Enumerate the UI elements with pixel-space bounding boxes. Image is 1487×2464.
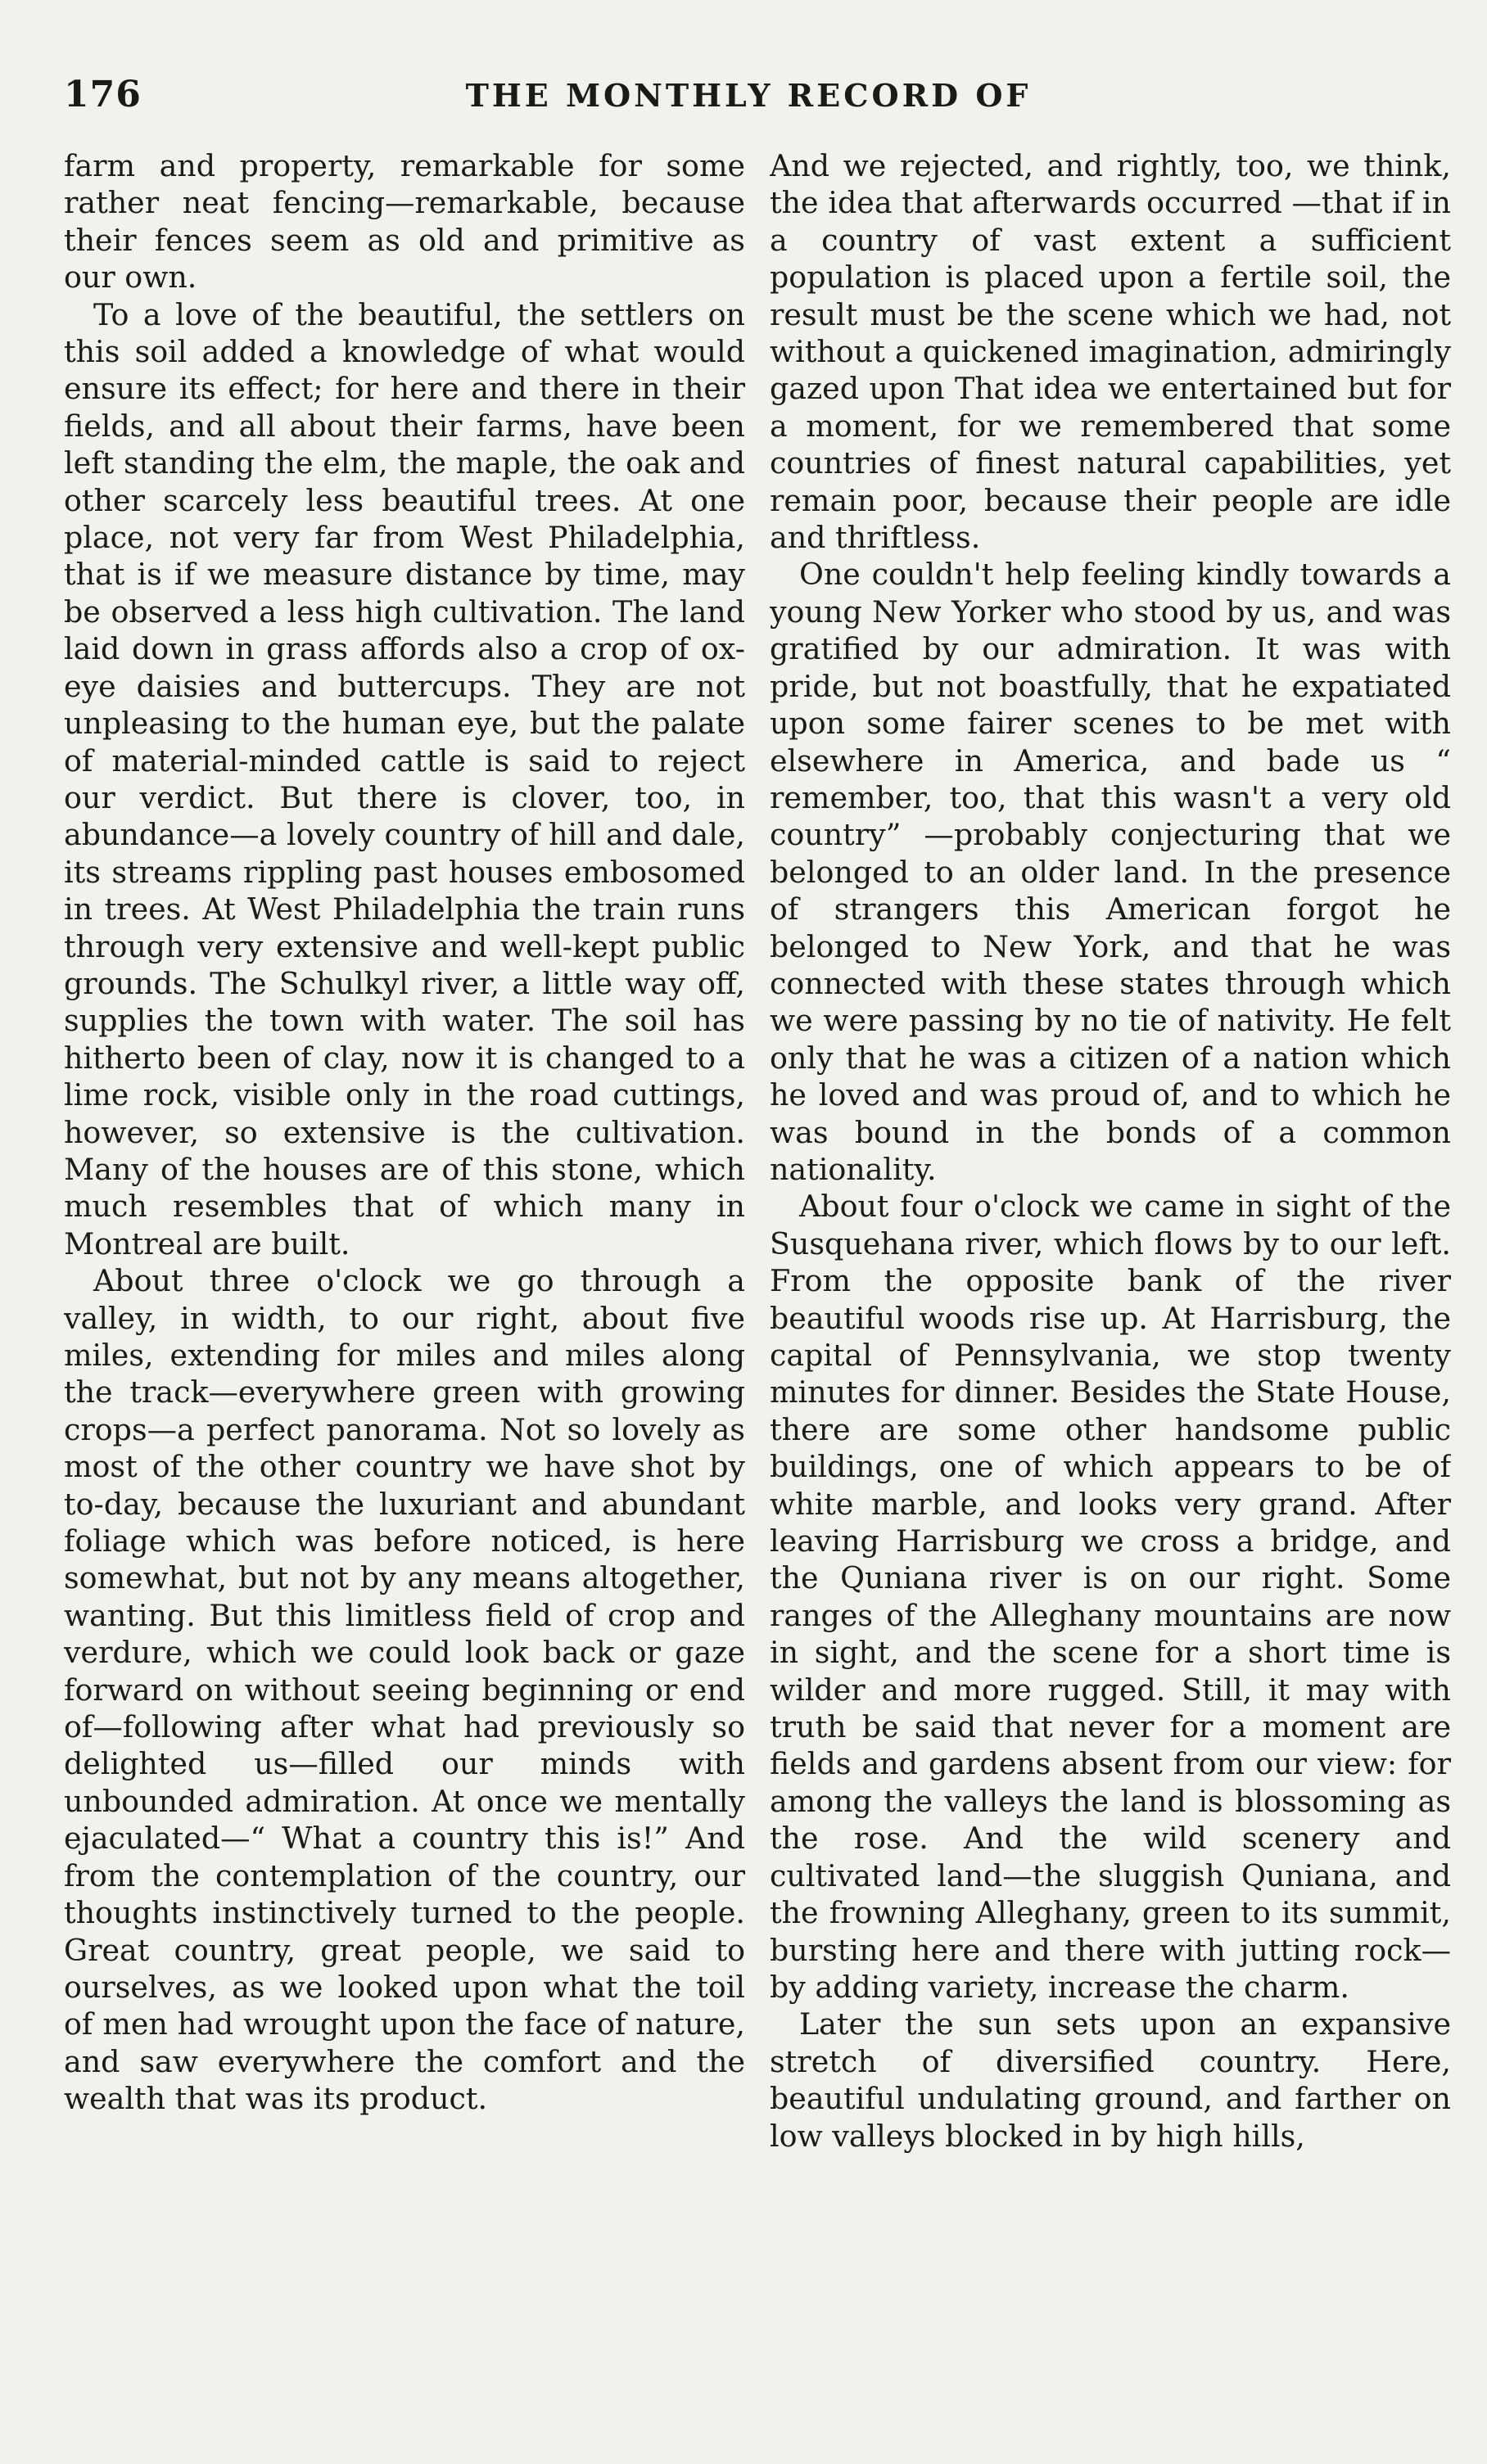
page-header <box>64 64 1433 121</box>
paragraph: About three o'clock we go through a valley, in width, to our right, about five miles, extending for miles and miles along the track—everywhere green with growing crops—a perfect panorama. Not so lovely as most of the other country we have shot by to-day, because the luxuriant and abundant foliage which was before noticed, is here somewhat, but not by any means altogether, wanting. But this limitless field of crop and verdure, which we could look back or gaze forward on without seeing beginning or end of—following after what had previously so delighted us—filled our minds with unbounded admiration. At once we mentally ejaculated—“ What a country this is!” And from the contemplation of the country, our thoughts instinctively turned to the people. Great country, great people, we said to ourselves, as we looked upon what the toil of men had wrought upon the face of nature, and saw everywhere the comfort and the wealth that was its product. <box>64 1263 745 2117</box>
right-column <box>770 147 1451 2431</box>
page-number: 176 <box>64 74 142 115</box>
running-title: THE MONTHLY RECORD OF <box>465 77 1032 114</box>
paragraph: And we rejected, and rightly, too, we think, the idea that afterwards occurred —that if in a country of vast extent a sufficient population is placed upon a fertile soil, the result must be the scene which we had, not without a quickened imagination, admiringly gazed upon That idea we entertained but for a moment, for we remembered that some countries of finest natural capabilities, yet remain poor, because their people are idle and thriftless. <box>770 148 1451 556</box>
paragraph: One couldn't help feeling kindly towards a young New Yorker who stood by us, and was gratified by our admiration. It was with pride, but not boastfully, that he expatiated upon some fairer scenes to be met with elsewhere in America, and bade us “ remember, too, that this wasn't a very old country” —probably conjecturing that we belonged to an older land. In the presence of strangers this American forgot he belonged to New York, and that he was connected with these states through which we were passing by no tie of nativity. He felt only that he was a citizen of a nation which he loved and was proud of, and to which he was bound in the bonds of a common nationality. <box>770 557 1451 1187</box>
paragraph: About four o'clock we came in sight of the Susquehana river, which flows by to our left. From the opposite bank of the river beautiful woods rise up. At Harrisburg, the capital of Pennsylvania, we stop twenty minutes for dinner. Besides the State House, there are some other handsome public buildings, one of which appears to be of white marble, and looks very grand. After leaving Harrisburg we cross a bridge, and the Quniana river is on our right. Some ranges of the Alleghany mountains are now in sight, and the scene for a short time is wilder and more rugged. Still, it may with truth be said that never for a moment are fields and gardens absent from our view: for among the valleys the land is blossoming as the rose. And the wild scenery and cultivated land—the sluggish Quniana, and the frowning Alleghany, green to its summit, bursting here and there with jutting rock—by adding variety, increase the charm. <box>770 1189 1451 2005</box>
paragraph: To a love of the beautiful, the settlers on this soil added a knowledge of what would ensure its effect; for here and there in their fields, and all about their farms, have been left standing the elm, the maple, the oak and other scarcely less beautiful trees. At one place, not very far from West Philadelphia, that is if we measure distance by time, may be observed a less high cultivation. The land laid down in grass affords also a crop of ox-eye daisies and buttercups. They are not unpleasing to the human eye, but the palate of material-minded cattle is said to reject our verdict. But there is clover, too, in abundance—a lovely country of hill and dale, its streams rippling past houses embosomed in trees. At West Philadelphia the train runs through very extensive and well-kept public grounds. The Schulkyl river, a little way off, supplies the town with water. The soil has hitherto been of clay, now it is changed to a lime rock, visible only in the road cuttings, however, so extensive is the cultivation. Many of the houses are of this stone, which much resembles that of which many in Montreal are built. <box>64 296 745 1261</box>
paragraph: Later the sun sets upon an expansive stretch of diversified country. Here, beautiful undulating ground, and farther on low valleys blocked in by high hills, <box>770 2006 1451 2154</box>
left-column <box>64 147 745 2431</box>
paragraph: farm and property, remarkable for some rather neat fencing—remarkable, because their fences seem as old and primitive as our own. <box>64 148 745 296</box>
